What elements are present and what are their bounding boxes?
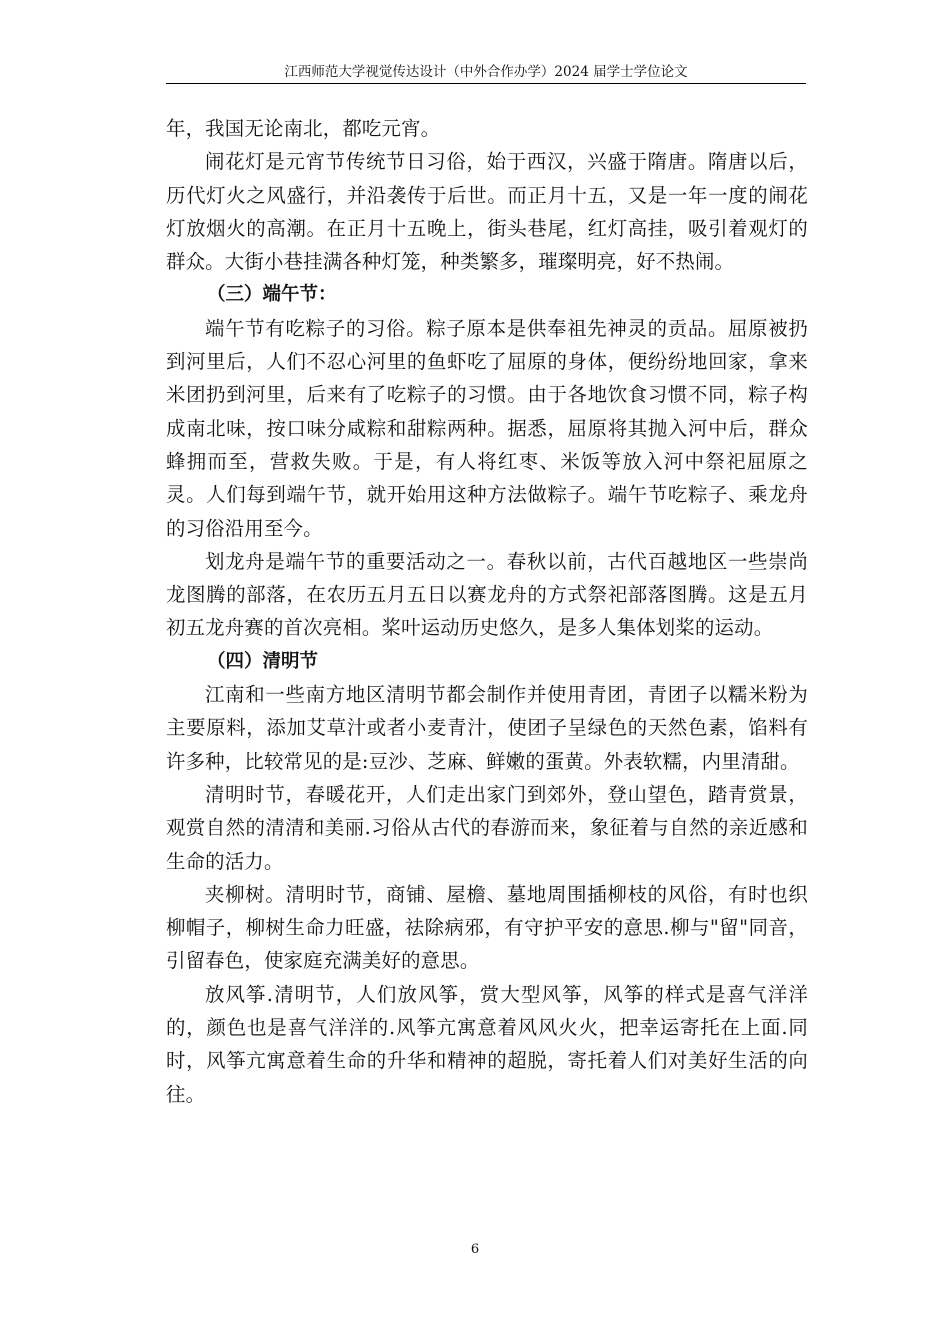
page-number: 6: [470, 1242, 480, 1257]
section-heading-duanwu: （三）端午节：: [207, 284, 337, 306]
header-title: 江西师范大学视觉传达设计（中外合作办学）2024 届学士学位论文: [284, 64, 688, 80]
paragraph-willow: 夹柳树。清明时节，商铺、屋檐、墓地周围插柳枝的风俗，有时也织柳帽子，柳树生命力旺盛，祛除病邪，有守护平安的意思.柳与"留"同音，引留春色，使家庭充满美好的意思。: [166, 882, 808, 973]
paragraph-spring-outing: 清明时节，春暖花开，人们走出家门到郊外，登山望色，踏青赏景，观赏自然的清清和美丽.习俗从古代的春游而来，象征着与自然的亲近感和生命的活力。: [166, 782, 808, 873]
section-heading-qingming: （四）清明节: [207, 650, 319, 672]
paragraph-zongzi: 端午节有吃粽子的习俗。粽子原本是供奉祖先神灵的贡品。屈原被扔到河里后，人们不忍心河里的鱼虾吃了屈原的身体，便纷纷地回家，拿来米团扔到河里，后来有了吃粽子的习惯。由于各地饮食习惯不同，粽子构成南北味，按口味分咸粽和甜粽两种。据悉，屈原将其抛入河中后，群众蜂拥而至，营救失败。于是，有人将红枣、米饭等放入河中祭祀屈原之灵。人们每到端午节，就开始用这种方法做粽子。端午节吃粽子、乘龙舟的习俗沿用至今。: [166, 316, 808, 540]
paragraph-kite: 放风筝.清明节，人们放风筝，赏大型风筝，风筝的样式是喜气洋洋的，颜色也是喜气洋洋的.风筝亢寓意着风风火火，把幸运寄托在上面.同时，风筝亢寓意着生命的升华和精神的超脱，寄托着人们对美好生活的向往。: [166, 982, 808, 1106]
paragraph-qingtuan: 江南和一些南方地区清明节都会制作并使用青团，青团子以糯米粉为主要原料，添加艾草汁或者小麦青汁，使团子呈绿色的天然色素，馅料有许多种，比较常见的是:豆沙、芝麻、鲜嫩的蛋黄。外表软糯，内里清甜。: [166, 683, 808, 773]
running-header: [166, 64, 806, 84]
paragraph-lantern-display: 闹花灯是元宵节传统节日习俗，始于西汉，兴盛于隋唐。隋唐以后，历代灯火之风盛行，并沿袭传于后世。而正月十五，又是一年一度的闹花灯放烟火的高潮。在正月十五晚上，街头巷尾，红灯高挂，吸引着观灯的群众。大街小巷挂满各种灯笼，种类繁多，璀璨明亮，好不热闹。: [166, 150, 808, 274]
paragraph-lantern-festival-tail: 年，我国无论南北，都吃元宵。: [166, 117, 441, 140]
paragraph-dragon-boat: 划龙舟是端午节的重要活动之一。春秋以前，古代百越地区一些崇尚龙图腾的部落，在农历五月五日以赛龙舟的方式祭祀部落图腾。这是五月初五龙舟赛的首次亮相。桨叶运动历史悠久，是多人集体划桨的运动。: [166, 549, 808, 640]
document-body: [166, 112, 808, 1111]
